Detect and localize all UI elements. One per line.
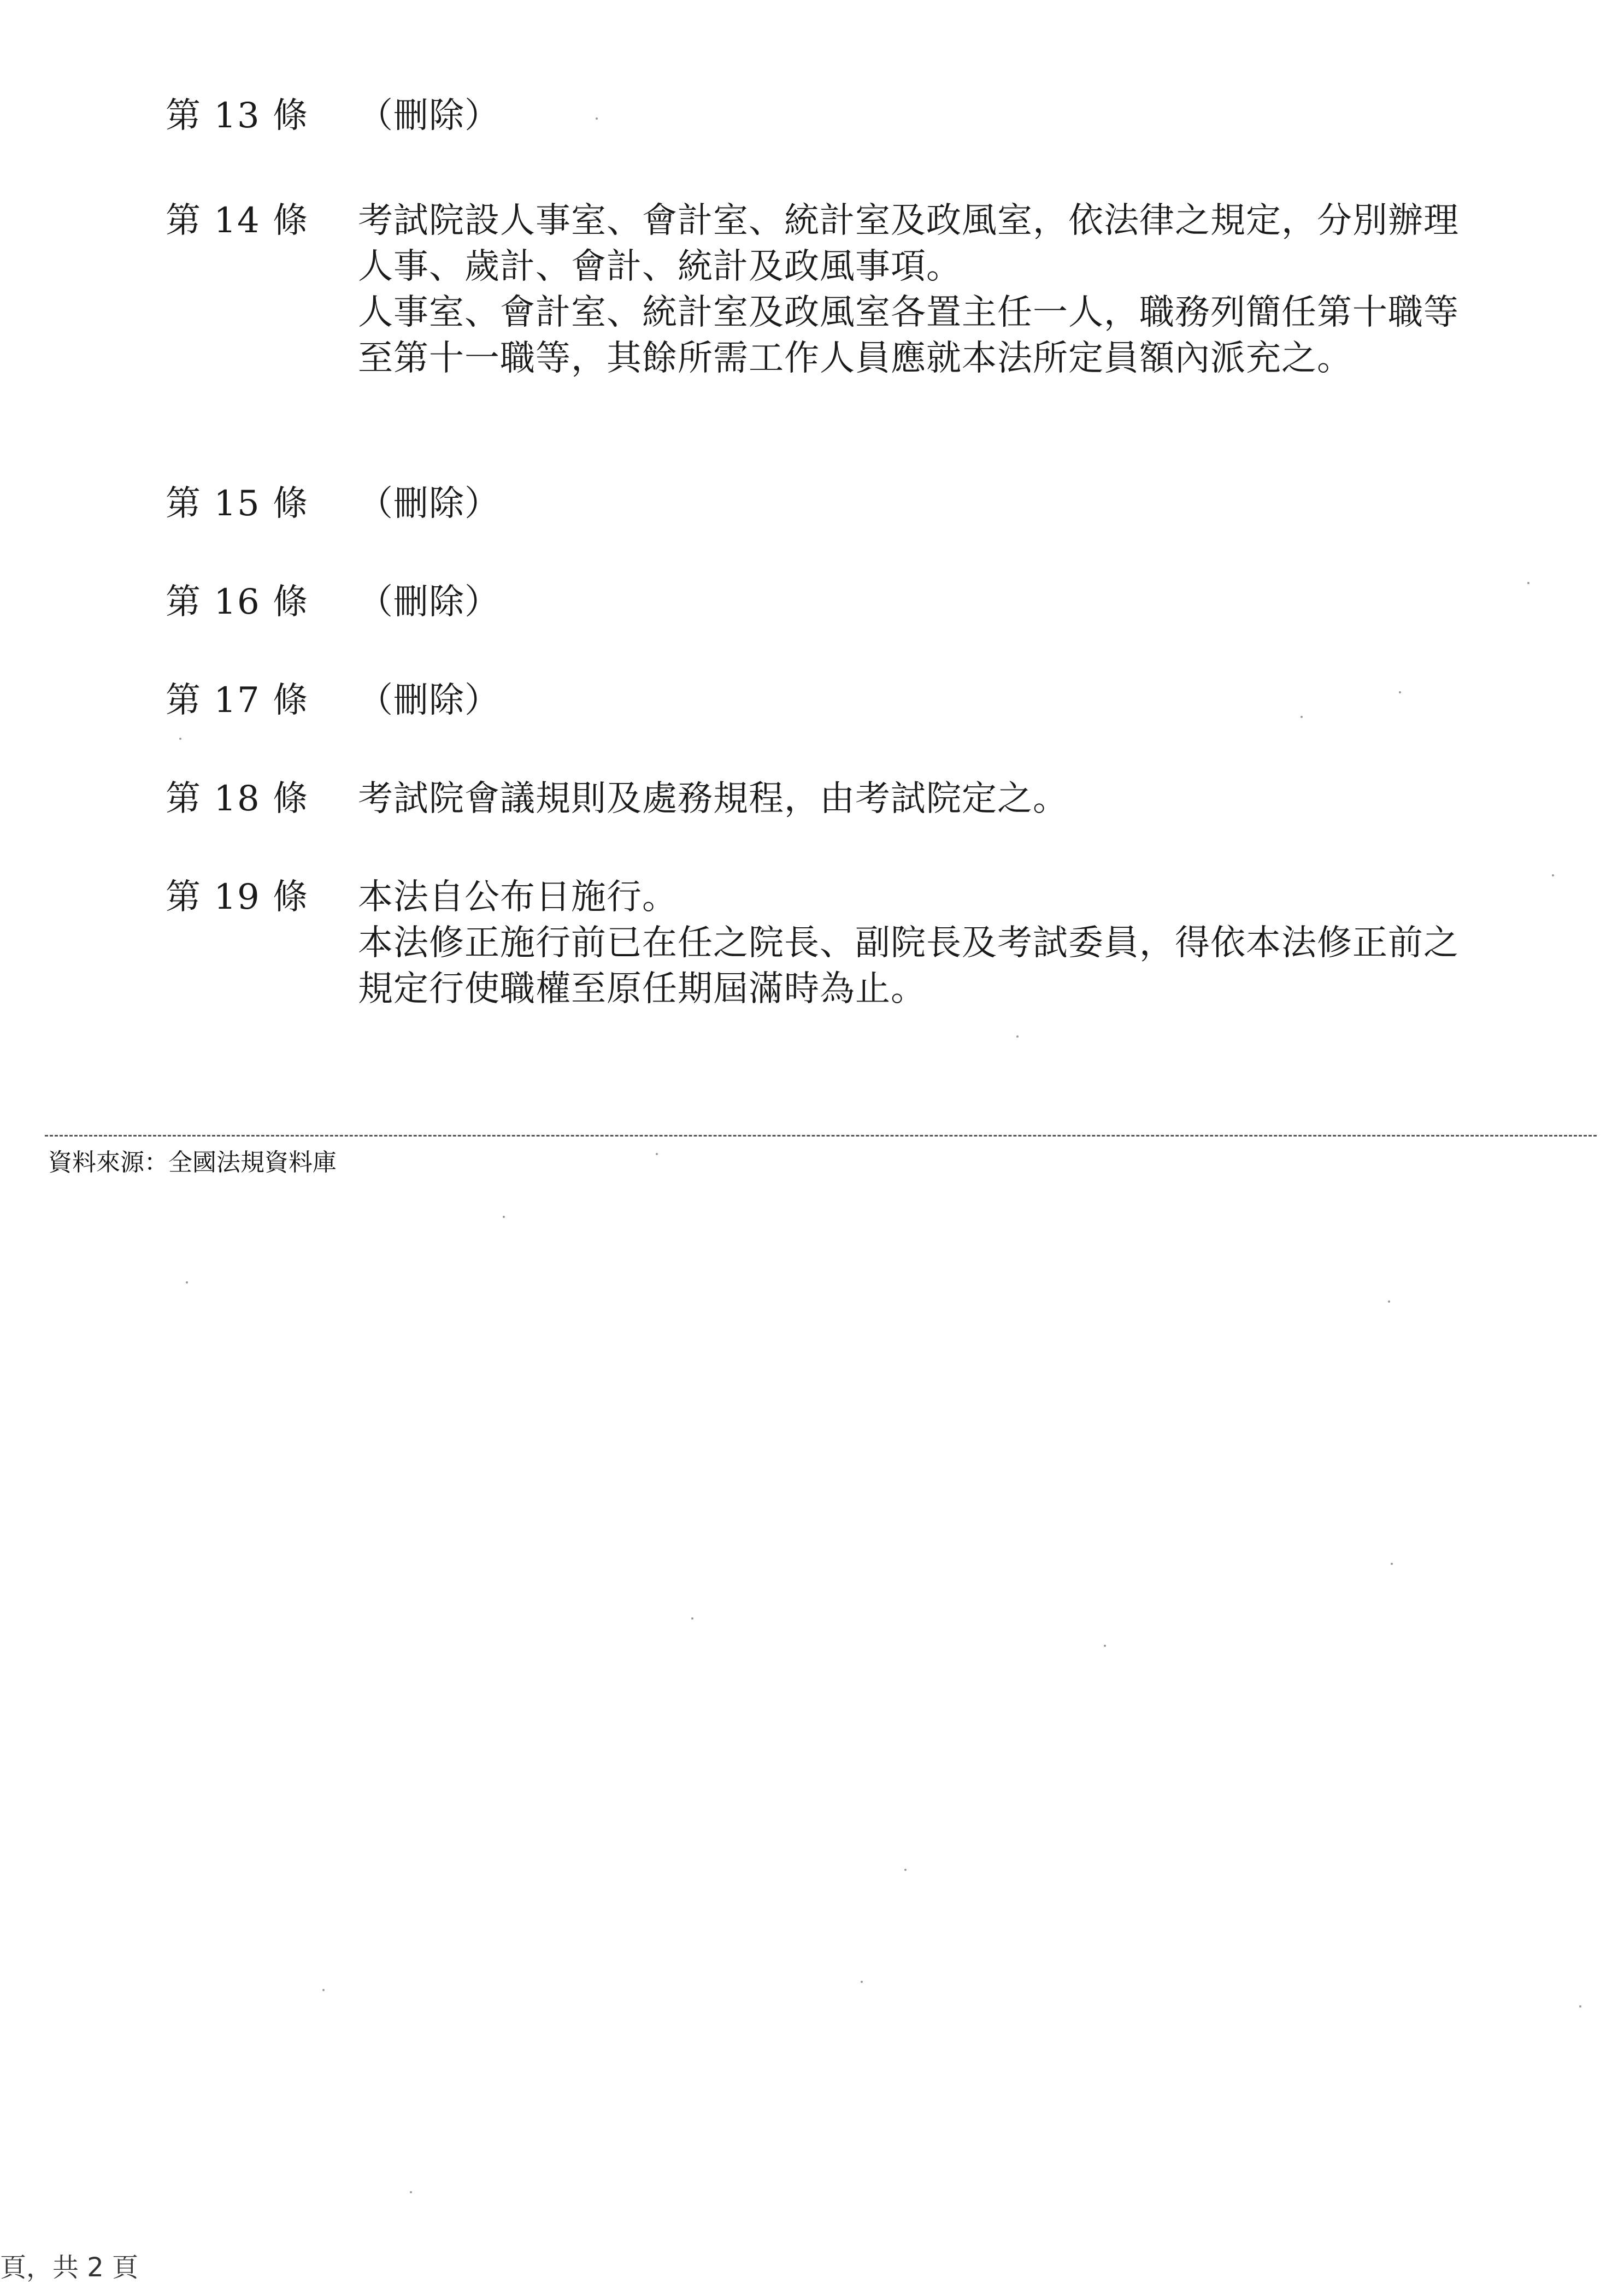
article-text: （刪除）: [358, 96, 500, 136]
scan-speck: [186, 1281, 188, 1284]
article-body: [358, 198, 1489, 381]
scan-speck: [1388, 1300, 1390, 1303]
article-label: 第 14 條: [166, 201, 309, 241]
article-text: （刪除）: [358, 582, 500, 622]
article-text: （刪除）: [358, 484, 500, 524]
scan-speck: [503, 1216, 505, 1218]
article-label: 第 19 條: [166, 877, 309, 917]
scan-speck: [861, 1981, 863, 1983]
article-text: （刪除）: [358, 680, 500, 721]
article-body: [358, 93, 1489, 139]
article-paragraph: 本法自公布日施行。: [358, 877, 678, 917]
scan-speck: [179, 738, 181, 740]
scan-speck: [656, 1153, 658, 1155]
article-body: [358, 481, 1489, 527]
scan-speck: [1579, 2005, 1581, 2008]
scan-speck: [1016, 1035, 1019, 1038]
article-paragraph: 人事室、會計室、統計室及政風室各置主任一人，職務列簡任第十職等至第十一職等，其餘所需工作人員應就本法所定員額內派充之。: [358, 292, 1459, 379]
scan-speck: [1527, 582, 1529, 584]
scan-speck: [1391, 1563, 1393, 1565]
article-body: [358, 579, 1489, 625]
scan-speck: [322, 1989, 325, 1991]
scan-speck: [1301, 716, 1303, 718]
article-label: 第 16 條: [166, 582, 309, 622]
scan-speck: [1552, 874, 1554, 876]
source-note: 資料來源：全國法規資料庫: [48, 1149, 337, 1176]
scan-speck: [691, 1617, 693, 1620]
scan-speck: [410, 2191, 412, 2193]
article-body: [358, 874, 1489, 1012]
scan-speck: [904, 1869, 907, 1871]
article-label: 第 18 條: [166, 779, 309, 819]
source-divider: [45, 1135, 1597, 1137]
article-label: 第 13 條: [166, 96, 309, 136]
scan-speck: [1104, 1645, 1106, 1647]
scan-speck: [596, 117, 598, 120]
page-footer: 頁，共 2 頁: [0, 2252, 139, 2283]
article-label: 第 15 條: [166, 484, 309, 524]
article-body: [358, 678, 1489, 723]
scan-speck: [1399, 691, 1401, 693]
article-paragraph: 本法修正施行前已在任之院長、副院長及考試委員，得依本法修正前之規定行使職權至原任期屆滿時為止。: [358, 923, 1459, 1009]
article-label: 第 17 條: [166, 680, 309, 721]
article-paragraph: 考試院設人事室、會計室、統計室及政風室，依法律之規定，分別辦理人事、歲計、會計、統計及政風事項。: [358, 201, 1459, 287]
article-body: [358, 776, 1489, 822]
article-paragraph: 考試院會議規則及處務規程，由考試院定之。: [358, 779, 1068, 819]
